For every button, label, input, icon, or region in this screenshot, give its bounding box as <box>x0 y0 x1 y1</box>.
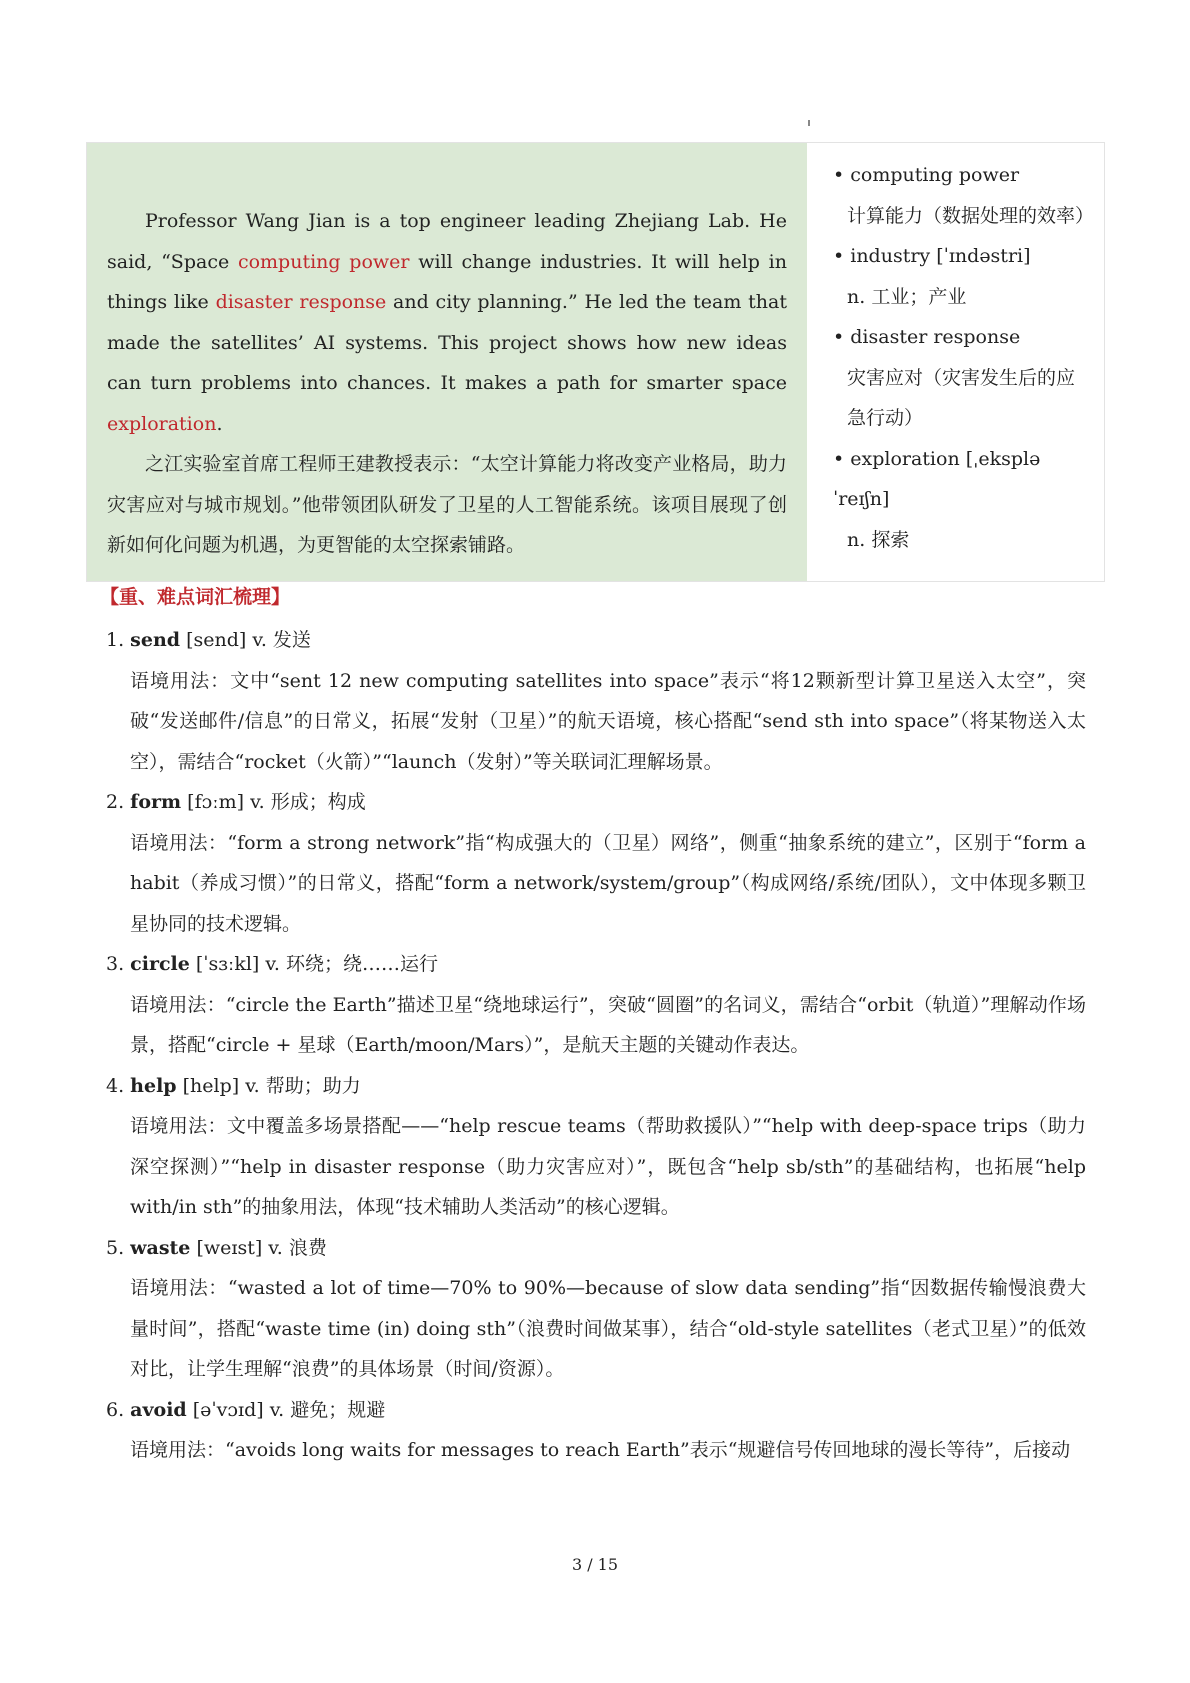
vocab-list <box>106 620 1086 1471</box>
glossary-term: • industry [ˈɪndəstri] <box>833 245 1031 267</box>
vocab-word: help <box>130 1074 177 1097</box>
vocab-number: 1. <box>106 629 131 651</box>
vocab-word: circle <box>130 953 190 975</box>
vocab-meaning: [help] v. 帮助；助力 <box>176 1074 361 1097</box>
vocab-usage: 语境用法：“form a strong network”指“构成强大的（卫星）网络”，侧重“抽象系统的建立”，区别于“form a habit（养成习惯）”的日常义，搭配“form a network/system/group”（构成网络/系统/团队），文中体现多颗卫星协同的技术逻辑。 <box>130 831 1086 935</box>
vocab-entry <box>106 1228 1086 1269</box>
vocab-meaning: [weɪst] v. 浪费 <box>190 1236 327 1259</box>
glossary-definition: 计算能力（数据处理的效率） <box>847 204 1095 227</box>
vocab-number: 4. <box>106 1074 131 1097</box>
vocab-entry <box>106 944 1086 985</box>
vocab-meaning: [fɔːm] v. 形成；构成 <box>181 791 366 813</box>
highlight-computing-power: computing power <box>237 250 410 273</box>
vocab-entry <box>106 782 1086 823</box>
vocab-number: 6. <box>106 1398 131 1421</box>
glossary-definition: 灾害应对（灾害发生后的应急行动） <box>847 366 1076 429</box>
vocab-entry <box>106 1066 1086 1107</box>
vocab-usage: 语境用法：“wasted a lot of time—70% to 90%—because of slow data sending”指“因数据传输慢浪费大量时间”，搭配“waste time (in) doing sth”（浪费时间做某事），结合“old-style satellites（老式卫星）”的低效对比，让学生理解“浪费”的具体场景（时间/资源）。 <box>130 1277 1086 1380</box>
passage-panel <box>87 143 807 581</box>
vocab-number: 2. <box>106 791 131 813</box>
vocab-word: form <box>130 791 182 813</box>
vocab-number: 5. <box>106 1236 131 1259</box>
vocab-word: send <box>130 629 181 651</box>
glossary-panel <box>807 143 1104 581</box>
vocab-word: avoid <box>130 1398 187 1421</box>
vocab-meaning: [əˈvɔɪd] v. 避免；规避 <box>186 1398 386 1421</box>
glossary-term: • exploration [ˌekspləˈreɪʃn] <box>833 447 1041 510</box>
reading-box <box>86 142 1105 582</box>
vocab-usage: 语境用法：“avoids long waits for messages to reach Earth”表示“规避信号传回地球的漫长等待”，后接动 <box>130 1439 1071 1461</box>
vocab-entry <box>106 1390 1086 1431</box>
passage-text: Professor Wang Jian is a top engineer leading Zhejiang Lab. He said, “Space <box>107 210 787 273</box>
vocab-number: 3. <box>106 953 131 975</box>
vocab-usage: 语境用法：“circle the Earth”描述卫星“绕地球运行”，突破“圆圈”的名词义，需结合“orbit（轨道）”理解动作场景，搭配“circle + 星球（Earth/moon/Mars）”，是航天主题的关键动作表达。 <box>130 993 1086 1056</box>
glossary-term: • computing power <box>833 164 1020 186</box>
passage-chinese: 之江实验室首席工程师王建教授表示：“太空计算能力将改变产业格局，助力灾害应对与城市规划。”他带领团队研发了卫星的人工智能系统。该项目展现了创新如何化问题为机遇，为更智能的太空探索铺路。 <box>107 453 787 556</box>
vocab-meaning: [send] v. 发送 <box>180 629 311 651</box>
highlight-exploration: exploration <box>107 412 217 435</box>
margin-tick <box>808 120 810 126</box>
passage-text: and city planning.” He led the team that made the satellites’ AI systems. This project shows how new ideas can turn problems into chances. It makes a path for smarter space <box>107 291 788 394</box>
passage-text: will change industries. It will help in things like <box>107 250 787 313</box>
vocab-entry <box>106 620 1086 661</box>
page-number: 3 / 15 <box>571 1555 619 1574</box>
glossary-definition: n. 工业；产业 <box>847 285 967 308</box>
vocab-meaning: [ˈsɜːkl] v. 环绕；绕……运行 <box>189 953 438 975</box>
glossary-definition: n. 探索 <box>847 528 910 551</box>
passage-english <box>107 201 787 444</box>
highlight-disaster-response: disaster response <box>215 291 387 313</box>
vocab-word: waste <box>130 1236 191 1259</box>
section-title: 【重、难点词汇梳理】 <box>100 586 291 608</box>
vocab-usage: 语境用法：文中覆盖多场景搭配——“help rescue teams（帮助救援队）”“help with deep-space trips（助力深空探测）”“help in disaster response（助力灾害应对）”，既包含“help sb/sth”的基础结构，也拓展“help with/in sth”的抽象用法，体现“技术辅助人类活动”的核心逻辑。 <box>130 1115 1086 1218</box>
passage-text: . <box>216 412 223 435</box>
vocab-usage: 语境用法：文中“sent 12 new computing satellites into space”表示“将12颗新型计算卫星送入太空”，突破“发送邮件/信息”的日常义，拓展“发射（卫星）”的航天语境，核心搭配“send sth into space”（将某物送入太空），需结合“rocket（火箭）”“launch（发射）”等关联词汇理解场景。 <box>130 669 1086 773</box>
glossary-term: • disaster response <box>833 326 1021 348</box>
